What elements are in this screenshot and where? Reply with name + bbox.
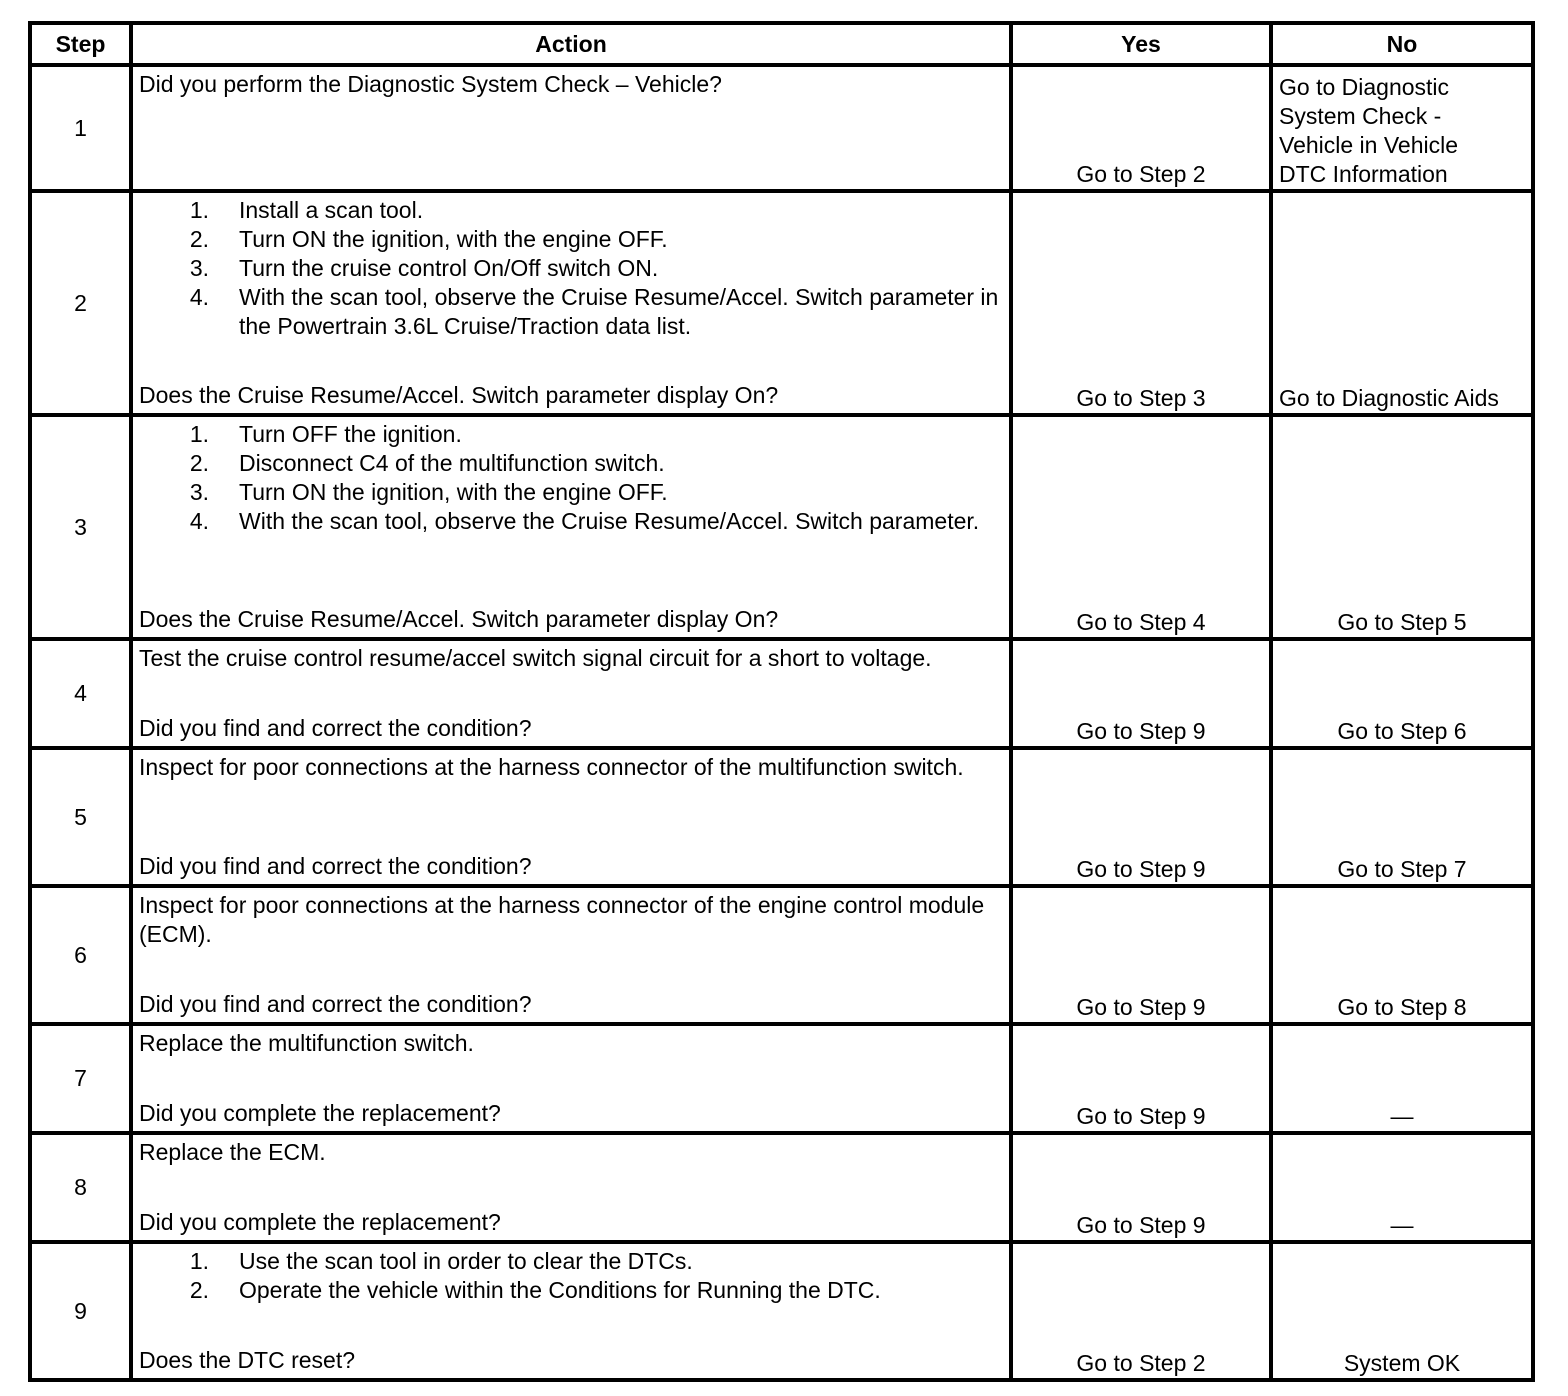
no-cell: Go to Step 8	[1271, 886, 1533, 1024]
action-text: Did you perform the Diagnostic System Check – Vehicle?	[139, 71, 722, 97]
yes-cell: Go to Step 3	[1011, 191, 1271, 415]
instruction-list	[139, 196, 1003, 341]
step-number: 8	[30, 1133, 131, 1242]
item-number: 2.	[189, 226, 209, 252]
no-line: Go to Diagnostic	[1279, 74, 1450, 100]
item-text: Use the scan tool in order to clear the DTCs.	[239, 1248, 693, 1274]
no-cell: Go to Step 6	[1271, 639, 1533, 748]
list-item	[139, 196, 1003, 225]
item-number: 3.	[189, 479, 209, 505]
item-text: Turn ON the ignition, with the engine OFF.	[239, 226, 668, 252]
list-item	[139, 254, 1003, 283]
table-row	[30, 1024, 1533, 1133]
no-line: DTC Information	[1279, 161, 1448, 187]
list-item	[139, 283, 1003, 341]
list-item	[139, 507, 1003, 536]
item-text: With the scan tool, observe the Cruise Resume/Accel. Switch parameter.	[239, 508, 980, 534]
action-text: Replace the multifunction switch.	[139, 1030, 474, 1056]
step-number: 3	[30, 415, 131, 639]
yes-cell: Go to Step 9	[1011, 1024, 1271, 1133]
question-text: Does the Cruise Resume/Accel. Switch parameter display On?	[139, 382, 779, 408]
step-number: 4	[30, 639, 131, 748]
table-row	[30, 191, 1533, 415]
header-no: No	[1271, 23, 1533, 65]
item-text: Disconnect C4 of the multifunction switch.	[239, 450, 665, 476]
table-row	[30, 748, 1533, 886]
question-text: Did you find and correct the condition?	[139, 991, 532, 1017]
yes-cell: Go to Step 2	[1011, 1242, 1271, 1380]
item-text: Turn the cruise control On/Off switch ON.	[239, 255, 659, 281]
yes-cell: Go to Step 9	[1011, 748, 1271, 886]
no-cell: System OK	[1271, 1242, 1533, 1380]
header-row	[30, 23, 1533, 65]
table-row	[30, 886, 1533, 1024]
question-text: Did you find and correct the condition?	[139, 715, 532, 741]
item-text: Operate the vehicle within the Conditions for Running the DTC.	[239, 1277, 881, 1303]
yes-cell: Go to Step 9	[1011, 639, 1271, 748]
action-cell	[131, 639, 1011, 748]
action-text: Replace the ECM.	[139, 1139, 326, 1165]
action-text: Test the cruise control resume/accel switch signal circuit for a short to voltage.	[139, 645, 932, 671]
no-cell: Go to Diagnostic Aids	[1271, 191, 1533, 415]
item-number: 4.	[189, 508, 209, 534]
diagnostic-table	[28, 21, 1535, 1382]
step-number: 7	[30, 1024, 131, 1133]
item-number: 1.	[189, 197, 209, 223]
no-line: System Check -	[1279, 103, 1442, 129]
list-item	[139, 1247, 1003, 1276]
action-cell	[131, 415, 1011, 639]
table-row	[30, 639, 1533, 748]
header-yes: Yes	[1011, 23, 1271, 65]
step-number: 6	[30, 886, 131, 1024]
no-cell: —	[1271, 1024, 1533, 1133]
action-cell	[131, 1133, 1011, 1242]
no-cell	[1271, 65, 1533, 191]
question-text: Did you find and correct the condition?	[139, 853, 532, 879]
question-text: Does the DTC reset?	[139, 1347, 356, 1373]
action-text: Inspect for poor connections at the harness connector of the multifunction switch.	[139, 754, 964, 780]
table-row	[30, 1242, 1533, 1380]
list-item	[139, 225, 1003, 254]
action-cell	[131, 1024, 1011, 1133]
item-text: Turn ON the ignition, with the engine OFF.	[239, 479, 668, 505]
item-number: 1.	[189, 1248, 209, 1274]
no-line: Vehicle in Vehicle	[1279, 132, 1459, 158]
item-text: With the scan tool, observe the Cruise Resume/Accel. Switch parameter in the Powertrain 3.6L Cruise/Traction data list.	[239, 284, 999, 339]
yes-cell: Go to Step 9	[1011, 1133, 1271, 1242]
item-text: Install a scan tool.	[239, 197, 424, 223]
list-item	[139, 478, 1003, 507]
table-row	[30, 1133, 1533, 1242]
action-cell	[131, 886, 1011, 1024]
step-number: 5	[30, 748, 131, 886]
action-cell	[131, 748, 1011, 886]
step-number: 9	[30, 1242, 131, 1380]
item-number: 2.	[189, 450, 209, 476]
item-number: 4.	[189, 284, 209, 310]
step-number: 2	[30, 191, 131, 415]
no-cell: Go to Step 7	[1271, 748, 1533, 886]
no-cell: —	[1271, 1133, 1533, 1242]
item-number: 3.	[189, 255, 209, 281]
question-text: Does the Cruise Resume/Accel. Switch parameter display On?	[139, 606, 779, 632]
item-number: 2.	[189, 1277, 209, 1303]
yes-cell: Go to Step 4	[1011, 415, 1271, 639]
table-row	[30, 65, 1533, 191]
action-cell	[131, 191, 1011, 415]
yes-cell: Go to Step 9	[1011, 886, 1271, 1024]
action-cell	[131, 65, 1011, 191]
action-text: Inspect for poor connections at the harness connector of the engine control module (ECM).	[139, 892, 985, 947]
header-step: Step	[30, 23, 131, 65]
list-item	[139, 1276, 1003, 1305]
question-text: Did you complete the replacement?	[139, 1209, 501, 1235]
table-row	[30, 415, 1533, 639]
list-item	[139, 449, 1003, 478]
header-action: Action	[131, 23, 1011, 65]
step-number: 1	[30, 65, 131, 191]
yes-cell: Go to Step 2	[1011, 65, 1271, 191]
action-cell	[131, 1242, 1011, 1380]
list-item	[139, 420, 1003, 449]
instruction-list	[139, 420, 1003, 536]
item-number: 1.	[189, 421, 209, 447]
instruction-list	[139, 1247, 1003, 1305]
item-text: Turn OFF the ignition.	[239, 421, 462, 447]
question-text: Did you complete the replacement?	[139, 1100, 501, 1126]
no-cell: Go to Step 5	[1271, 415, 1533, 639]
